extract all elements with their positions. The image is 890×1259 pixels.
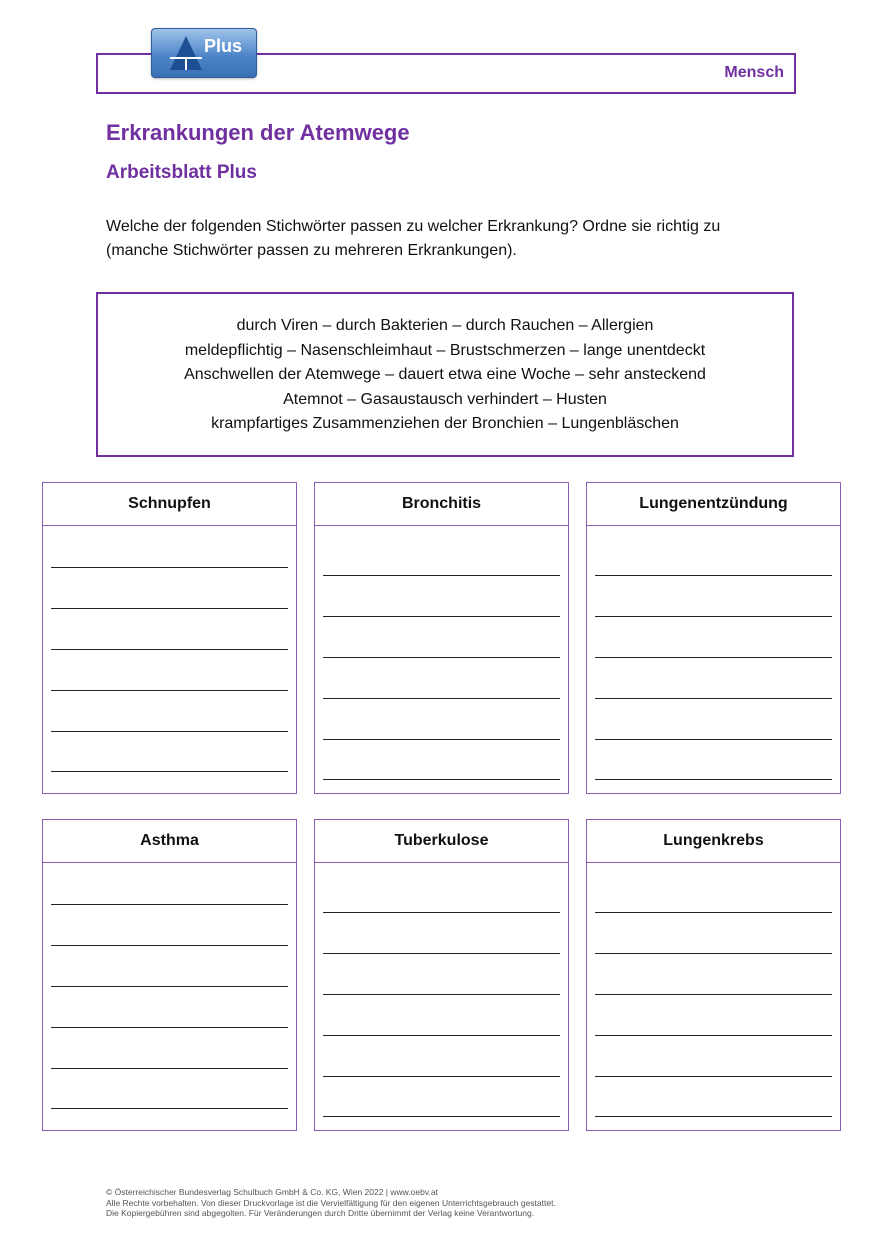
footer-line: Die Kopiergebühren sind abgegolten. Für Veränderungen durch Dritte übernimmt der Verlag keine Verantwortung. bbox=[106, 1208, 535, 1218]
answer-line[interactable] bbox=[51, 986, 288, 987]
answer-line[interactable] bbox=[323, 1116, 560, 1117]
answer-line[interactable] bbox=[323, 616, 560, 617]
keyword-line: meldepflichtig – Nasenschleimhaut – Brustschmerzen – lange unentdeckt bbox=[184, 341, 706, 359]
answer-line[interactable] bbox=[595, 616, 832, 617]
answer-line[interactable] bbox=[595, 953, 832, 954]
disease-card-asthma bbox=[42, 819, 297, 1131]
disease-title: Tuberkulose bbox=[315, 820, 568, 863]
answer-line[interactable] bbox=[51, 904, 288, 905]
disease-title: Asthma bbox=[43, 820, 296, 863]
answer-line[interactable] bbox=[323, 739, 560, 740]
disease-title: Schnupfen bbox=[43, 483, 296, 526]
answer-line[interactable] bbox=[595, 994, 832, 995]
keyword-line: Anschwellen der Atemwege – dauert etwa eine Woche – sehr ansteckend bbox=[184, 366, 706, 383]
keyword-line: krampfartiges Zusammenziehen der Bronchien – Lungenbläschen bbox=[211, 415, 679, 432]
answer-line[interactable] bbox=[595, 575, 832, 576]
answer-line[interactable] bbox=[323, 779, 560, 780]
page-title: Erkrankungen der Atemwege bbox=[106, 120, 410, 145]
answer-line[interactable] bbox=[51, 690, 288, 691]
answer-line[interactable] bbox=[595, 1116, 832, 1117]
disease-card-lungenkrebs bbox=[586, 819, 841, 1131]
section-label: Mensch bbox=[724, 64, 784, 81]
disease-title: Bronchitis bbox=[315, 483, 568, 526]
disease-card-bronchitis bbox=[314, 482, 569, 794]
disease-title: Lungenkrebs bbox=[587, 820, 840, 863]
answer-line[interactable] bbox=[323, 698, 560, 699]
answer-line[interactable] bbox=[323, 1035, 560, 1036]
keyword-line: Atemnot – Gasaustausch verhindert – Husten bbox=[283, 390, 607, 408]
logo-text: Plus bbox=[204, 36, 243, 56]
keyword-line: durch Viren – durch Bakterien – durch Rauchen – Allergien bbox=[236, 317, 654, 334]
answer-line[interactable] bbox=[51, 608, 288, 609]
instruction-line: (manche Stichwörter passen zu mehreren Erkrankungen). bbox=[106, 242, 517, 259]
publisher-logo bbox=[151, 28, 257, 78]
answer-line[interactable] bbox=[51, 1108, 288, 1109]
instructions bbox=[106, 215, 786, 263]
answer-line[interactable] bbox=[595, 779, 832, 780]
answer-line[interactable] bbox=[595, 739, 832, 740]
footer-line: Alle Rechte vorbehalten. Von dieser Druckvorlage ist die Vervielfältigung für den eigenen Unterrichtsgebrauch gestattet. bbox=[106, 1197, 556, 1208]
copyright-footer bbox=[106, 1187, 556, 1219]
answer-line[interactable] bbox=[51, 649, 288, 650]
disease-card-tuberkulose bbox=[314, 819, 569, 1131]
answer-line[interactable] bbox=[595, 657, 832, 658]
answer-line[interactable] bbox=[51, 945, 288, 946]
answer-line[interactable] bbox=[323, 953, 560, 954]
answer-line[interactable] bbox=[323, 575, 560, 576]
answer-line[interactable] bbox=[51, 1027, 288, 1028]
answer-line[interactable] bbox=[595, 698, 832, 699]
page-subtitle: Arbeitsblatt Plus bbox=[106, 162, 257, 183]
keyword-box bbox=[96, 292, 794, 457]
answer-line[interactable] bbox=[51, 1068, 288, 1069]
disease-card-schnupfen bbox=[42, 482, 297, 794]
answer-line[interactable] bbox=[51, 567, 288, 568]
instruction-line: Welche der folgenden Stichwörter passen zu welcher Erkrankung? Ordne sie richtig zu bbox=[106, 218, 721, 235]
answer-line[interactable] bbox=[323, 1076, 560, 1077]
answer-line[interactable] bbox=[323, 912, 560, 913]
answer-line[interactable] bbox=[595, 1035, 832, 1036]
answer-line[interactable] bbox=[51, 771, 288, 772]
triangle-logo-icon bbox=[168, 34, 204, 72]
answer-line[interactable] bbox=[51, 731, 288, 732]
answer-line[interactable] bbox=[323, 657, 560, 658]
answer-line[interactable] bbox=[595, 1076, 832, 1077]
footer-line: © Österreichischer Bundesverlag Schulbuch GmbH & Co. KG, Wien 2022 | www.oebv.at bbox=[106, 1187, 438, 1197]
disease-card-lungenentzuendung bbox=[586, 482, 841, 794]
answer-line[interactable] bbox=[323, 994, 560, 995]
answer-line[interactable] bbox=[595, 912, 832, 913]
disease-title: Lungenentzündung bbox=[587, 483, 840, 526]
